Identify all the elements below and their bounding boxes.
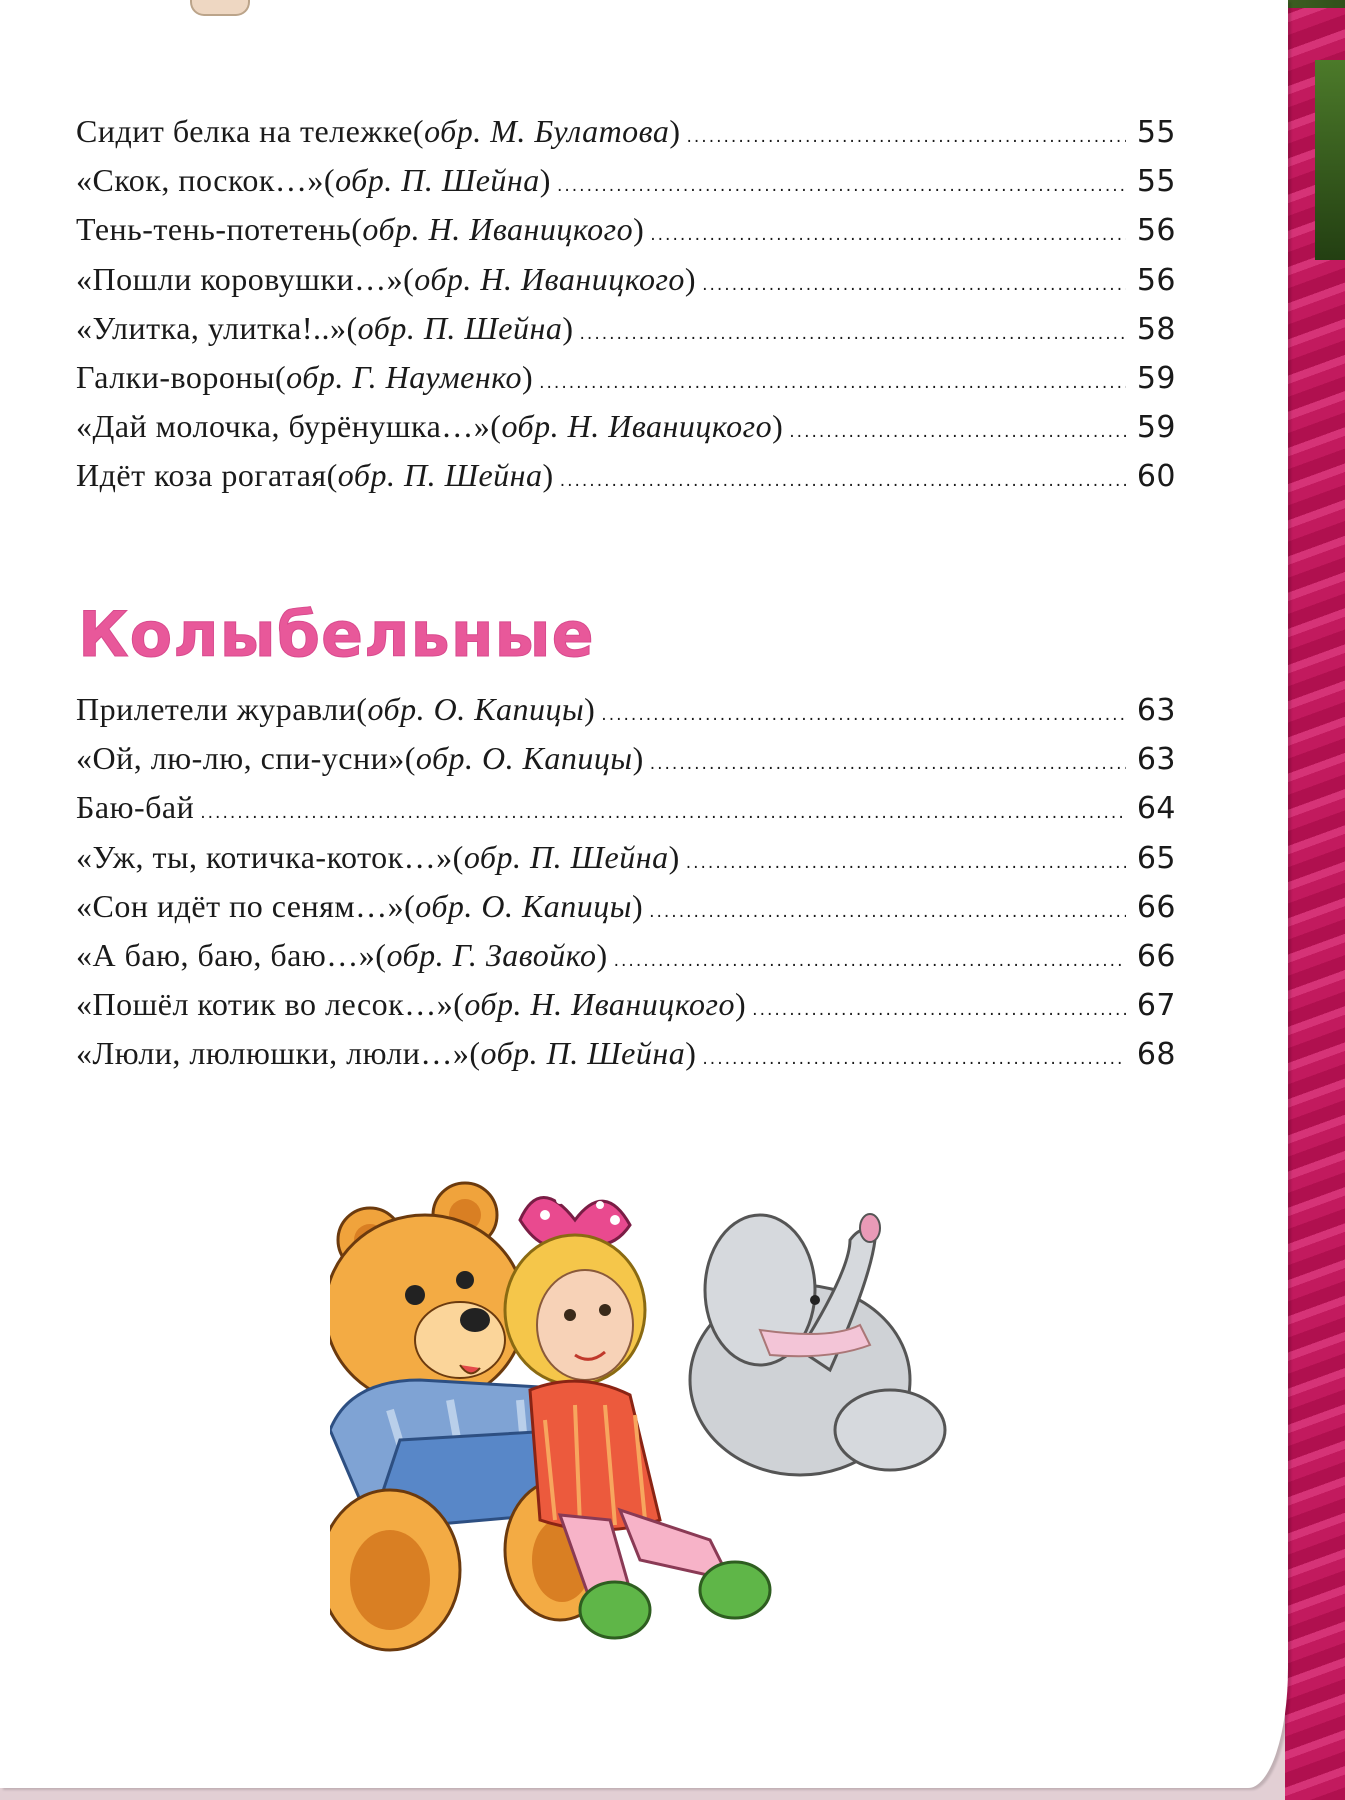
cover-edge-foliage <box>1315 60 1345 260</box>
toc-entry-title: Тень-тень-потетень <box>76 211 352 248</box>
toc-entry-note-wrap: (обр. М. Булатова) <box>412 113 681 149</box>
toc-entry-title: Галки-вороны <box>76 358 275 395</box>
toc-entry[interactable] <box>76 937 1176 986</box>
toc-entry-note-wrap: (обр. П. Шейна) <box>346 309 574 346</box>
toc-leader-dots <box>650 225 1126 245</box>
toc-entry[interactable] <box>76 261 1176 310</box>
toc-leader-dots <box>650 754 1126 774</box>
toc-entry-note-wrap: (обр. О. Капицы) <box>404 740 644 777</box>
toc-entry-note: обр. П. Шейна <box>337 457 543 494</box>
toc-entry-title: «Пошёл котик во лесок…» <box>76 986 454 1023</box>
toc-entry-note-wrap: (обр. П. Шейна) <box>469 1035 697 1072</box>
toc-entry[interactable] <box>76 691 1176 740</box>
toc-entry[interactable] <box>76 740 1176 789</box>
toc-page-number: 58 <box>1136 311 1176 347</box>
toc-entry-title: «А баю, баю, баю…» <box>76 936 376 973</box>
toc-leader-dots <box>686 853 1126 873</box>
toc-entry[interactable] <box>76 888 1176 937</box>
toc-entry-title: Прилетели журавли <box>76 691 357 727</box>
toc-entry-note: обр. О. Капицы <box>367 691 585 727</box>
toc-page-number: 66 <box>1136 938 1176 974</box>
toc-entry-note: обр. О. Капицы <box>415 740 633 777</box>
toc-entry-title: Идёт коза рогатая <box>76 457 327 494</box>
toc-entry[interactable] <box>76 457 1176 506</box>
toc-leader-dots <box>580 324 1126 344</box>
toc-entry-note-wrap: (обр. П. Шейна) <box>323 162 551 199</box>
toc-page-number: 59 <box>1136 410 1176 446</box>
toc-entry[interactable] <box>76 789 1176 838</box>
toc-leader-dots <box>649 902 1126 922</box>
toc-entry-title: «Дай молочка, бурёнушка…» <box>76 408 491 445</box>
toc-page-number: 66 <box>1136 889 1176 925</box>
toc-leader-dots <box>752 1000 1126 1020</box>
toc-entry-note: обр. П. Шейна <box>480 1035 686 1072</box>
toc-entry-note: обр. Г. Завойко <box>386 936 597 973</box>
toc-page-number: 56 <box>1136 213 1176 249</box>
toc-entry-note-wrap: (обр. Г. Науменко) <box>275 358 534 395</box>
toc-entry-title: «Сон идёт по сеням…» <box>76 887 405 924</box>
toc-page-number: 59 <box>1136 360 1176 396</box>
toc-entry-note: обр. Н. Иваницкого <box>414 260 685 297</box>
toc-list-lullabies <box>76 691 1176 1085</box>
toc-entry-note: обр. Н. Иваницкого <box>362 211 634 248</box>
toc-list-nursery <box>76 113 1176 507</box>
toc-entry-note-wrap: (обр. Н. Иваницкого) <box>490 408 784 445</box>
toc-entry-note-wrap: (обр. Н. Иваницкого) <box>351 211 645 248</box>
toc-entry-note: обр. П. Шейна <box>335 162 540 199</box>
toc-leader-dots <box>614 951 1126 971</box>
toc-entry-note: обр. П. Шейна <box>357 309 563 346</box>
toc-entry-note: обр. Г. Науменко <box>286 358 522 395</box>
toc-entry-note: обр. М. Булатова <box>424 113 670 149</box>
toc-entry-note: обр. Н. Иваницкого <box>501 408 773 445</box>
toc-entry-note-wrap: (обр. Н. Иваницкого) <box>453 986 747 1023</box>
toc-entry-note: обр. П. Шейна <box>463 838 669 875</box>
toc-leader-dots <box>557 176 1126 196</box>
top-corner-tab <box>190 0 250 16</box>
toc-leader-dots <box>539 373 1126 393</box>
toc-page-number: 63 <box>1136 693 1176 728</box>
toc-leader-dots <box>789 422 1126 442</box>
toc-leader-dots <box>702 275 1126 295</box>
toc-entry-note-wrap: (обр. О. Капицы) <box>404 887 644 924</box>
toc-entry-title: Сидит белка на тележке <box>76 113 413 149</box>
toc-entry-title: «Ой, лю-лю, спи-усни» <box>76 740 405 777</box>
toys-illustration <box>330 1180 970 1660</box>
toc-leader-dots <box>702 1049 1126 1069</box>
toy-elephant-icon <box>690 1214 945 1475</box>
toc-page-number: 56 <box>1136 262 1176 298</box>
toc-entry-note-wrap: (обр. О. Капицы) <box>356 691 596 727</box>
toc-entry-title: «Уж, ты, котичка-коток…» <box>76 838 453 875</box>
toc-entry-title: «Люли, люлюшки, люли…» <box>76 1035 470 1072</box>
toc-page-number: 65 <box>1136 840 1176 876</box>
toc-leader-dots <box>687 127 1127 147</box>
cover-edge-decoration <box>1285 0 1345 1800</box>
toc-entry-note-wrap: (обр. Н. Иваницкого) <box>403 260 697 297</box>
toc-entry[interactable] <box>76 839 1176 888</box>
section-heading: Колыбельные <box>78 598 595 671</box>
toc-entry-note-wrap: (обр. Г. Завойко) <box>375 936 608 973</box>
toc-entry[interactable] <box>76 211 1176 260</box>
toc-entry-note: обр. Н. Иваницкого <box>464 986 736 1023</box>
toc-entry-title: «Улитка, улитка!..» <box>76 309 347 346</box>
toc-page-number: 63 <box>1136 742 1176 778</box>
toc-entry-note: обр. О. Капицы <box>415 887 632 924</box>
toc-page-number: 68 <box>1136 1037 1176 1073</box>
toc-entry[interactable] <box>76 113 1176 162</box>
toc-entry[interactable] <box>76 986 1176 1035</box>
toc-page-number: 55 <box>1136 164 1176 200</box>
toc-page-number: 60 <box>1136 459 1176 495</box>
toc-page-number: 64 <box>1136 791 1176 827</box>
toc-leader-dots <box>200 803 1126 823</box>
toc-entry-note-wrap: (обр. П. Шейна) <box>452 838 680 875</box>
toc-leader-dots <box>560 471 1126 491</box>
toc-entry-title: «Скок, поскок…» <box>76 162 324 199</box>
toc-entry[interactable] <box>76 1035 1176 1084</box>
toc-entry[interactable] <box>76 162 1176 211</box>
toc-leader-dots <box>601 705 1126 725</box>
toc-entry-note-wrap: (обр. П. Шейна) <box>326 457 554 494</box>
toc-entry[interactable] <box>76 408 1176 457</box>
toc-entry-title: «Пошли коровушки…» <box>76 260 404 297</box>
toc-entry[interactable] <box>76 359 1176 408</box>
toc-page-number: 67 <box>1136 988 1176 1024</box>
toc-entry-title: Баю-бай <box>76 789 195 826</box>
toc-entry[interactable] <box>76 310 1176 359</box>
toc-page-number: 55 <box>1136 115 1176 150</box>
